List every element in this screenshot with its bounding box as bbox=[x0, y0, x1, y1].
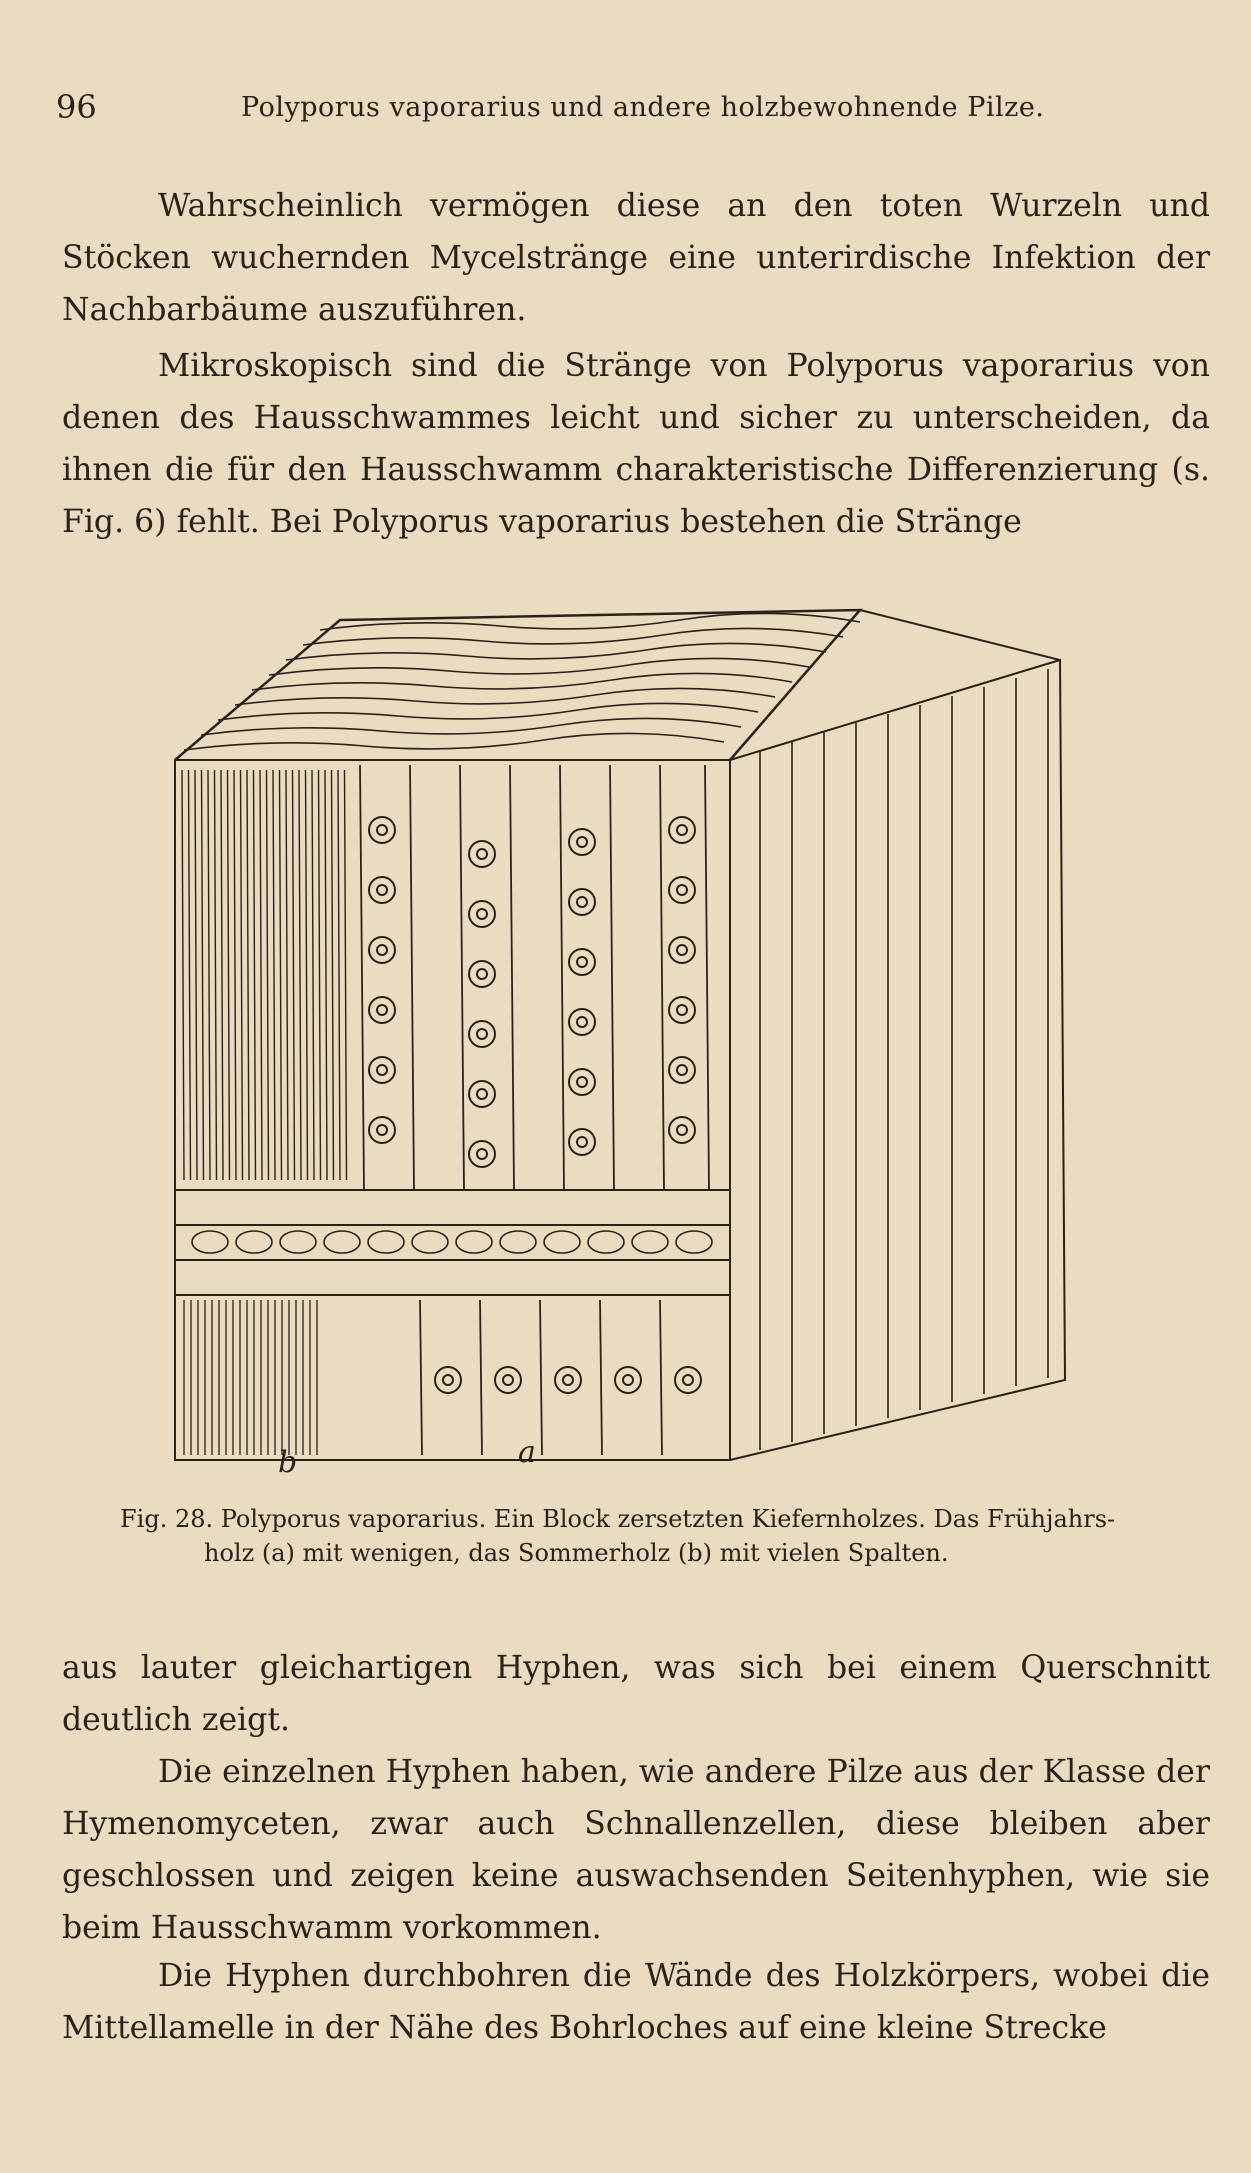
ray-cell bbox=[456, 1231, 492, 1253]
ray-cell bbox=[192, 1231, 228, 1253]
pit-aperture bbox=[623, 1375, 633, 1385]
pit-aperture bbox=[477, 1089, 487, 1099]
pit-aperture bbox=[443, 1375, 453, 1385]
summerwood-fiber bbox=[267, 770, 269, 1180]
tracheid-wall bbox=[410, 765, 414, 1190]
top-cell-row bbox=[184, 733, 724, 750]
summerwood-fiber bbox=[312, 770, 314, 1180]
bordered-pit bbox=[669, 937, 695, 963]
bordered-pit bbox=[435, 1367, 461, 1393]
pit-aperture bbox=[377, 885, 387, 895]
summerwood-fiber bbox=[215, 770, 217, 1180]
top-face-edge bbox=[175, 610, 860, 760]
figure-caption bbox=[120, 1502, 1150, 1570]
tracheid-wall bbox=[610, 765, 614, 1190]
summerwood-fiber bbox=[280, 770, 282, 1180]
wood-block-drawing bbox=[160, 600, 1220, 1480]
paragraph: Mikroskopisch sind die Stränge von Polyporus vaporarius von denen des Hausschwammes leicht und sicher zu unterscheiden, da ihnen die für den Hausschwamm charakteristische Differenzierung (s. Fig. 6) fehlt. Bei Polyporus vaporarius bestehen die Stränge bbox=[62, 348, 1210, 540]
summerwood-fiber bbox=[345, 770, 347, 1180]
page-number: 96 bbox=[56, 88, 97, 126]
summerwood-fiber bbox=[221, 770, 223, 1180]
bordered-pit bbox=[569, 1129, 595, 1155]
tracheid-wall bbox=[705, 765, 709, 1190]
pit-aperture bbox=[677, 1125, 687, 1135]
summerwood-fiber bbox=[338, 770, 340, 1180]
bordered-pit bbox=[669, 877, 695, 903]
bordered-pit bbox=[369, 1057, 395, 1083]
pit-aperture bbox=[377, 1065, 387, 1075]
pit-aperture bbox=[377, 1125, 387, 1135]
top-side-edge bbox=[730, 660, 1060, 760]
pit-aperture bbox=[577, 1017, 587, 1027]
paragraph: aus lauter gleichartigen Hyphen, was sich bei einem Querschnitt deutlich zeigt. bbox=[62, 1650, 1210, 1738]
summerwood-fiber bbox=[228, 770, 230, 1180]
running-title: Polyporus vaporarius und andere holzbewohnende Pilze. bbox=[241, 92, 1045, 123]
bordered-pit bbox=[669, 1117, 695, 1143]
pit-aperture bbox=[377, 825, 387, 835]
pit-aperture bbox=[677, 885, 687, 895]
caption-line-2: holz (a) mit wenigen, das Sommerholz (b) mit vielen Spalten. bbox=[204, 1539, 949, 1567]
pit-aperture bbox=[477, 909, 487, 919]
pit-aperture bbox=[677, 945, 687, 955]
ray-cell bbox=[500, 1231, 536, 1253]
ray-cell bbox=[368, 1231, 404, 1253]
bordered-pit bbox=[469, 1021, 495, 1047]
pit-aperture bbox=[577, 897, 587, 907]
paragraph: Die Hyphen durchbohren die Wände des Holzkörpers, wobei die Mittellamelle in der Nähe des Bohrloches auf eine kleine Strecke bbox=[62, 1958, 1210, 2046]
ray-cell bbox=[544, 1231, 580, 1253]
bordered-pit bbox=[569, 1009, 595, 1035]
bordered-pit bbox=[615, 1367, 641, 1393]
top-cell-row bbox=[252, 673, 792, 690]
bordered-pit bbox=[369, 817, 395, 843]
summerwood-fiber bbox=[195, 770, 197, 1180]
bordered-pit bbox=[669, 1057, 695, 1083]
bordered-pit bbox=[469, 901, 495, 927]
bordered-pit bbox=[469, 1141, 495, 1167]
tracheid-wall bbox=[660, 765, 664, 1190]
ray-cell bbox=[280, 1231, 316, 1253]
bordered-pit bbox=[569, 829, 595, 855]
summerwood-fiber bbox=[325, 770, 327, 1180]
top-cell-row bbox=[235, 688, 775, 705]
ray-cell bbox=[632, 1231, 668, 1253]
wood-block-figure bbox=[160, 600, 1220, 1480]
top-cell-row bbox=[303, 628, 843, 645]
summerwood-fiber bbox=[182, 770, 184, 1180]
bordered-pit bbox=[669, 817, 695, 843]
bordered-pit bbox=[369, 877, 395, 903]
summerwood-fiber bbox=[247, 770, 249, 1180]
top-cell-row bbox=[269, 658, 809, 675]
summerwood-fiber bbox=[202, 770, 204, 1180]
pit-aperture bbox=[477, 969, 487, 979]
side-face-edge bbox=[730, 610, 1065, 1460]
summerwood-fiber bbox=[189, 770, 191, 1180]
summerwood-fiber bbox=[306, 770, 308, 1180]
summerwood-fiber bbox=[208, 770, 210, 1180]
pit-aperture bbox=[577, 957, 587, 967]
tracheid-wall bbox=[360, 765, 364, 1190]
tracheid-wall bbox=[510, 765, 514, 1190]
bordered-pit bbox=[555, 1367, 581, 1393]
bordered-pit bbox=[569, 949, 595, 975]
pit-aperture bbox=[503, 1375, 513, 1385]
summerwood-fiber bbox=[273, 770, 275, 1180]
summerwood-fiber bbox=[293, 770, 295, 1180]
pit-aperture bbox=[677, 825, 687, 835]
bordered-pit bbox=[469, 841, 495, 867]
pit-aperture bbox=[477, 1029, 487, 1039]
figure-label-b: b bbox=[278, 1445, 298, 1480]
summerwood-fiber bbox=[254, 770, 256, 1180]
summerwood-fiber bbox=[319, 770, 321, 1180]
bordered-pit bbox=[495, 1367, 521, 1393]
bordered-pit bbox=[469, 1081, 495, 1107]
top-cell-row bbox=[201, 718, 741, 735]
lower-tracheid-wall bbox=[600, 1300, 602, 1455]
pit-aperture bbox=[477, 849, 487, 859]
bordered-pit bbox=[369, 937, 395, 963]
ray-cell bbox=[236, 1231, 272, 1253]
pit-aperture bbox=[677, 1005, 687, 1015]
bordered-pit bbox=[569, 889, 595, 915]
paragraph: Die einzelnen Hyphen haben, wie andere Pilze aus der Klasse der Hymenomyceten, zwar auch Schnallenzellen, diese bleiben aber geschlossen und zeigen keine auswachsenden Seitenhyphen, wie sie beim Hausschwamm vorkommen. bbox=[62, 1754, 1210, 1946]
lower-tracheid-wall bbox=[540, 1300, 542, 1455]
pit-aperture bbox=[377, 945, 387, 955]
pit-aperture bbox=[677, 1065, 687, 1075]
front-face bbox=[175, 760, 730, 1460]
pit-aperture bbox=[577, 1137, 587, 1147]
tracheid-wall bbox=[560, 765, 564, 1190]
lower-tracheid-wall bbox=[480, 1300, 482, 1455]
bordered-pit bbox=[469, 961, 495, 987]
ray-cell bbox=[412, 1231, 448, 1253]
top-cell-row bbox=[218, 703, 758, 720]
bordered-pit bbox=[369, 1117, 395, 1143]
pit-aperture bbox=[577, 1077, 587, 1087]
summerwood-fiber bbox=[299, 770, 301, 1180]
summerwood-fiber bbox=[332, 770, 334, 1180]
top-cell-row bbox=[286, 643, 826, 660]
ray-cell bbox=[588, 1231, 624, 1253]
pit-aperture bbox=[563, 1375, 573, 1385]
paragraph: Wahrscheinlich vermögen diese an den toten Wurzeln und Stöcken wuchernden Mycelstränge eine unterirdische Infektion der Nachbarbäume auszuführen. bbox=[62, 188, 1210, 328]
ray-cell bbox=[676, 1231, 712, 1253]
summerwood-fiber bbox=[241, 770, 243, 1180]
pit-aperture bbox=[377, 1005, 387, 1015]
page-header bbox=[56, 88, 1206, 128]
summerwood-fiber bbox=[260, 770, 262, 1180]
pit-aperture bbox=[577, 837, 587, 847]
caption-line-1: Fig. 28. Polyporus vaporarius. Ein Block zersetzten Kiefernholzes. Das Frühjahrs- bbox=[120, 1505, 1116, 1533]
figure-label-a: a bbox=[518, 1435, 536, 1470]
bordered-pit bbox=[369, 997, 395, 1023]
ray-cell bbox=[324, 1231, 360, 1253]
pit-aperture bbox=[683, 1375, 693, 1385]
summerwood-fiber bbox=[286, 770, 288, 1180]
bordered-pit bbox=[675, 1367, 701, 1393]
lower-tracheid-wall bbox=[420, 1300, 422, 1455]
bordered-pit bbox=[669, 997, 695, 1023]
summerwood-fiber bbox=[234, 770, 236, 1180]
tracheid-wall bbox=[460, 765, 464, 1190]
bordered-pit bbox=[569, 1069, 595, 1095]
lower-tracheid-wall bbox=[660, 1300, 662, 1455]
pit-aperture bbox=[477, 1149, 487, 1159]
